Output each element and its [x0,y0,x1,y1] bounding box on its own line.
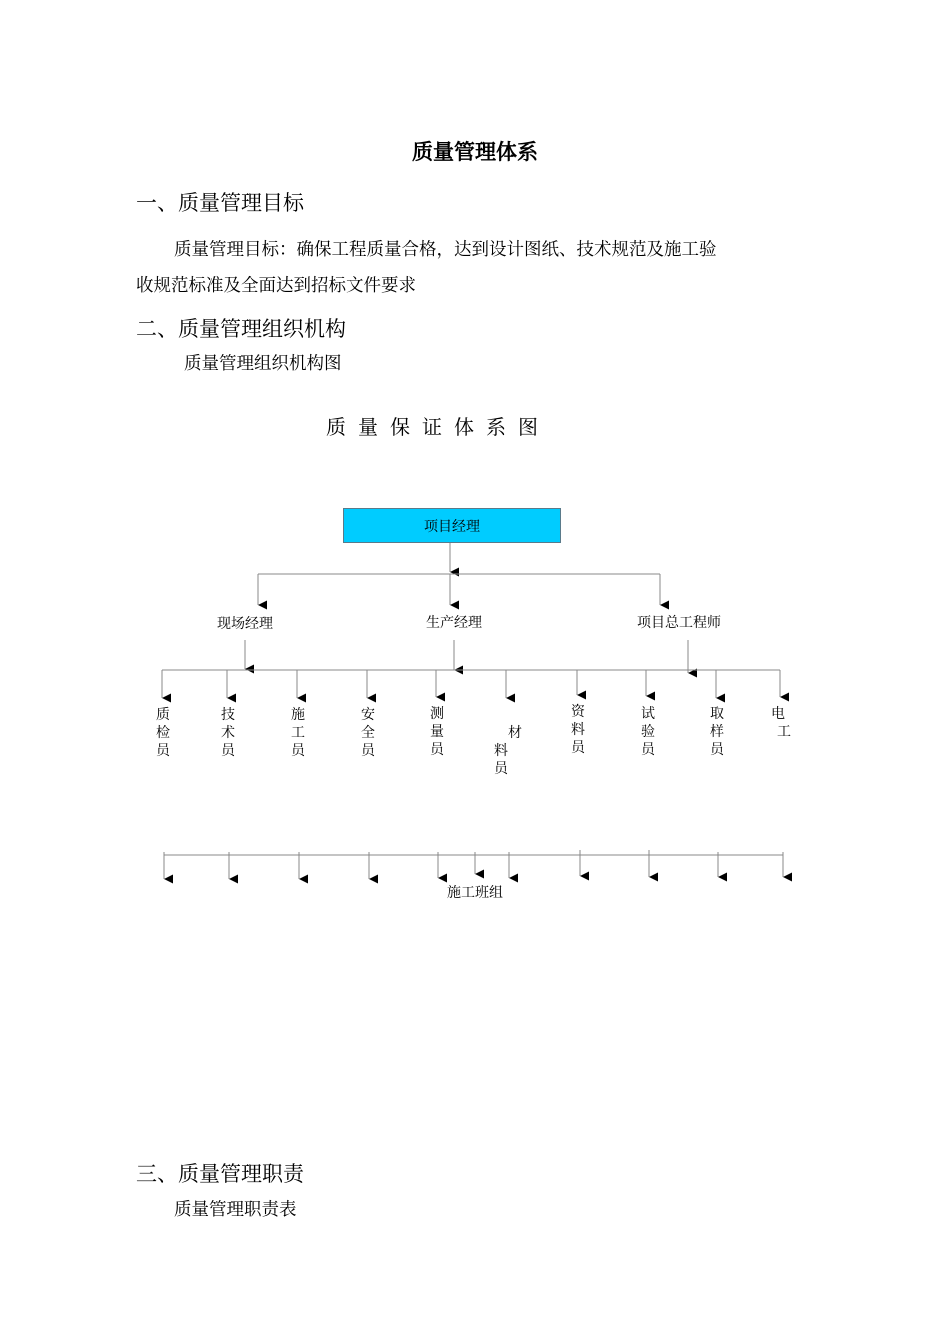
section3-subheading: 质量管理职责表 [174,1200,297,1220]
org-role-test-officer: 试验员 [641,706,655,758]
org-role-material-officer: 材 料 员 [494,725,522,777]
org-role-documentation-officer: 资料员 [571,704,585,756]
document-title: 质量管理体系 [412,139,538,164]
org-role-electrician: 电 工 [771,706,791,740]
org-role-technician: 技术员 [221,707,235,759]
org-role-construction-worker: 施工员 [291,707,305,759]
org-role-quality-inspector: 质检员 [156,707,170,759]
section3-heading: 三、质量管理职责 [136,1162,304,1186]
section1-paragraph-line1: 质量管理目标：确保工程质量合格，达到设计图纸、技术规范及施工验 [174,240,717,260]
org-node-chief-engineer: 项目总工程师 [637,615,721,631]
org-node-construction-team: 施工班组 [447,885,503,901]
section1-heading: 一、质量管理目标 [136,191,304,215]
section2-subheading: 质量管理组织机构图 [184,354,342,374]
org-node-root: 项目经理 [343,508,561,543]
org-node-production-manager: 生产经理 [426,615,482,631]
org-role-sampler: 取样员 [710,706,724,758]
org-node-site-manager: 现场经理 [217,616,273,632]
org-role-safety-officer: 安全员 [361,707,375,759]
section2-heading: 二、质量管理组织机构 [136,317,346,341]
org-role-surveyor: 测量员 [430,706,444,758]
org-chart-title: 质量保证体系图 [326,415,550,439]
section1-paragraph-line2: 收规范标准及全面达到招标文件要求 [136,276,416,296]
